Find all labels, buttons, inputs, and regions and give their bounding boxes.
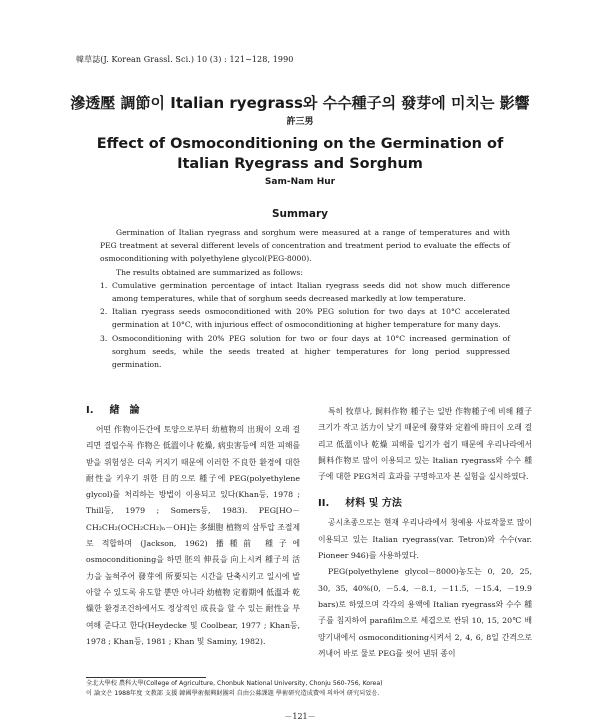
journal-citation: 韓草誌(J. Korean Grassl. Sci.) 10 (3) : 121~128, 1990 <box>76 55 294 64</box>
left-column <box>86 404 300 650</box>
introduction-paragraph: 어떤 作物이든간에 토양으로부터 幼植物의 出現이 오래 걸리면 결립수록 作物은 低溫이나 乾燥, 病虫害등에 의한 피해를 받을 위험성은 더욱 커지기 때문에 이러한 不良한 환경에 대한 耐性을 키우기 위한 目的으로 種子에 PEG(polyethylene glycol)를 처리하는 방법이 이용되고 있다(Khan등, 1978 ; Thill등, 1979 ; Somers등, 1983). PEG[HO－CH₂CH₂(OCH₂CH₂)ₙ－OH]는 多細胞 植物의 삼투압 조절제로 적합하며 (Jackson, 1962) 播種前 種子에 osmoconditioning을 하면 胚의 伸長을 向上시켜 種子의 活力을 높혀주어 發芽에 所要되는 시간을 단축시키고 일시에 발아할 수 있도록 유도할 뿐만 아니라 幼植物 定着期에 低溫과 乾燥한 환경조건하에서도 정상적인 成長을 할 수 있는 耐性을 부여해 준다고 한다(Heydecke 및 Coolbear, 1977 ; Khan등, 1978 ; Khan등, 1981 ; Khan 및 Saminy, 1982). <box>86 425 300 646</box>
summary-item <box>100 305 510 331</box>
section-title: 緖 論 <box>109 405 140 416</box>
section-heading-introduction <box>86 404 300 418</box>
summary-item-text: Italian ryegrass seeds osmoconditioned with 20% PEG solution for two days at 10°C accelerated germination at 10°C, with injurious effect of osmoconditioning at higher temperature for many days. <box>112 307 510 330</box>
summary-item-number: 2. <box>100 307 108 317</box>
summary-item-text: Osmoconditioning with 20% PEG solution for two or four days at 10°C increased germination of sorghum seeds, while the seeds treated at higher temperatures for long period suppressed germination. <box>112 333 510 370</box>
methods-paragraph-materials: 공시초종으로는 현재 우리나라에서 청예용 사료작물로 많이 이용되고 있는 Italian ryegrass(var. Tetron)와 수수(var. Pioneer 946)를 사용하였다. <box>318 518 532 561</box>
korean-author: 許三男 <box>286 117 314 127</box>
summary-body <box>100 226 510 371</box>
section-title: 材料 및 方法 <box>345 498 402 510</box>
summary-results-list <box>100 279 510 371</box>
footnote-affiliation: 全北大學校 農科大學(College of Agriculture, Chonbuk National University, Chonju 560-756, Korea) <box>86 680 383 687</box>
footnote <box>86 679 526 699</box>
right-column <box>318 404 532 662</box>
english-title: Effect of Osmoconditioning on the Germination of Italian Ryegrass and Sorghum <box>96 136 504 172</box>
section-number: I. <box>86 405 94 416</box>
summary-item <box>100 332 510 372</box>
page-number: －121－ <box>284 712 316 721</box>
summary-item-number: 3. <box>100 333 108 343</box>
footnote-funding: 이 論文은 1988年度 文教部 支援 韓國學術振興財團의 自由公募課題 學術研究造成費에 의하여 研究되었음. <box>86 690 380 697</box>
summary-results-lead: The results obtained are summarized as follows: <box>116 267 303 277</box>
section-number: II. <box>318 498 330 510</box>
korean-title: 滲透壓 調節이 Italian ryegrass와 수수種子의 發芽에 미치는 影響 <box>70 94 530 112</box>
summary-heading: Summary <box>271 208 329 220</box>
english-author: Sam-Nam Hur <box>264 177 336 187</box>
footnote-divider <box>86 677 206 678</box>
summary-item <box>100 279 510 305</box>
section-heading-methods <box>318 497 532 511</box>
methods-paragraph-peg: PEG(polyethylene glycol－8000)농도는 0, 20, 25, 30, 35, 40%(0, －5.4, －8.1, －11.5, －15.4, －19.9 bars)로 하였으며 각각의 용액에 Italian ryegrass와 수수 種子를 침지하여 parafilm으로 세겹으로 싼뒤 10, 15, 20℃ 배양기내에서 osmoconditioning시켜서 2, 4, 6, 8일 간격으로 꺼내어 바로 물로 PEG를 씻어 낸뒤 종이 <box>318 567 532 658</box>
summary-item-text: Cumulative germination percentage of intact Italian ryegrass seeds did not show much difference among temperatures, while that of sorghum seeds decreased markedly at low temperature. <box>112 280 510 304</box>
summary-item-number: 1. <box>100 280 108 290</box>
summary-intro: Germination of Italian ryegrass and sorghum were measured at a range of temperatures and with PEG treatment at several different levels of concentration and treatment period to evaluate the effects of osmoconditioning with polyethylene glycol(PEG-8000). <box>100 228 510 264</box>
introduction-paragraph-continued: 특히 牧草나, 飼料作物 種子는 일반 作物種子에 비해 種子크기가 작고 活力이 낮기 때문에 發芽와 定着에 時日이 오래 걸리고 低溫이나 乾燥 피해를 입기가 쉽기 때문에 우리나라에서 飼料作物로 많이 이용되고 있는 Italian ryegrass와 수수 種子에 대한 PEG처리 효과를 구명하고자 본 실험을 실시하였다. <box>318 407 532 482</box>
